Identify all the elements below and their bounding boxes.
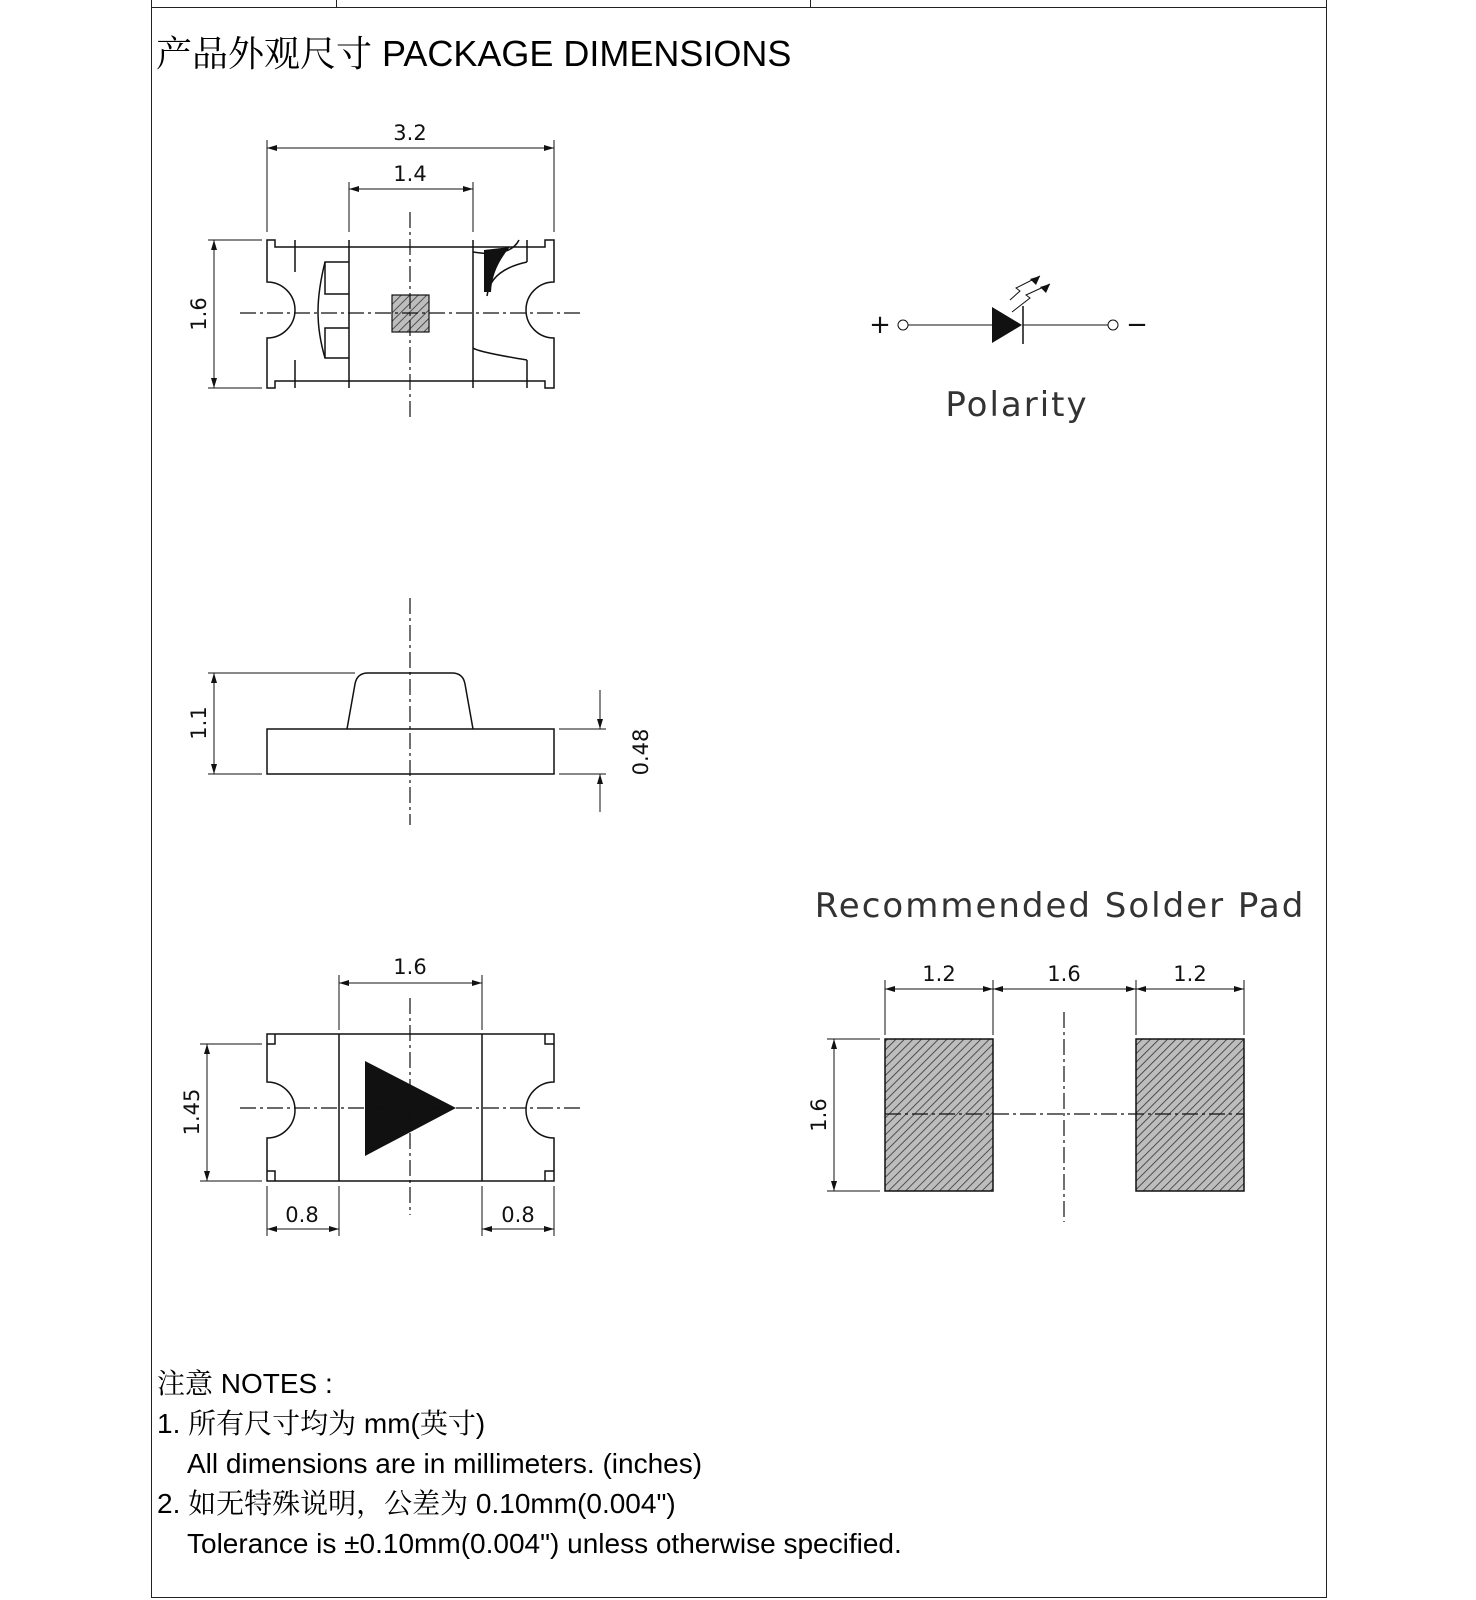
bottom-view xyxy=(180,955,580,1236)
note-1-en: All dimensions are in millimeters. (inches) xyxy=(187,1448,703,1479)
page-title: 产品外观尺寸 PACKAGE DIMENSIONS xyxy=(156,33,792,74)
note-2-en: Tolerance is ±0.10mm(0.004") unless otherwise specified. xyxy=(187,1528,902,1559)
top-view xyxy=(187,121,580,420)
cathode-sign: − xyxy=(1126,310,1148,340)
left-lead-detail xyxy=(325,262,349,358)
dim-center-label: 1.6 xyxy=(393,955,427,979)
dim-right-pad-label: 0.8 xyxy=(501,1203,535,1227)
dim-left-pad-label: 0.8 xyxy=(285,1203,319,1227)
solder-pad-left xyxy=(885,1039,993,1191)
emission-arrow-head xyxy=(1030,276,1040,285)
emission-arrow-head xyxy=(1040,284,1050,293)
diode-triangle xyxy=(992,307,1022,343)
solder-pad-right xyxy=(1136,1039,1244,1191)
dim-length-label: 3.2 xyxy=(393,121,427,145)
polarity-symbol xyxy=(869,276,1148,425)
solder-pad-view xyxy=(807,886,1305,1222)
dim-height-label: 1.6 xyxy=(807,1098,831,1132)
anode-terminal xyxy=(898,320,908,330)
polarity-label: Polarity xyxy=(945,385,1089,425)
dim-window-label: 1.4 xyxy=(393,162,427,186)
solder-pad-title: Recommended Solder Pad xyxy=(814,886,1306,926)
note-1-cn: 1. 所有尺寸均为 mm(英寸) xyxy=(157,1408,486,1439)
anode-sign: + xyxy=(869,310,891,340)
dim-height-label: 1.1 xyxy=(187,706,211,740)
dim-gap-label: 1.6 xyxy=(1047,962,1081,986)
side-view xyxy=(187,598,653,825)
notes-section xyxy=(157,1364,902,1564)
dim-left-pad-label: 1.2 xyxy=(922,962,956,986)
dim-height-label: 1.45 xyxy=(180,1088,204,1136)
dim-base-label: 0.48 xyxy=(629,728,653,776)
right-lead-detail xyxy=(473,240,527,388)
notes-heading: 注意 NOTES : xyxy=(157,1368,333,1399)
cathode-terminal xyxy=(1108,320,1118,330)
dim-width-label: 1.6 xyxy=(187,297,211,331)
note-2-cn: 2. 如无特殊说明，公差为 0.10mm(0.004") xyxy=(157,1488,676,1519)
dim-right-pad-label: 1.2 xyxy=(1173,962,1207,986)
left-lead-detail xyxy=(295,240,349,388)
